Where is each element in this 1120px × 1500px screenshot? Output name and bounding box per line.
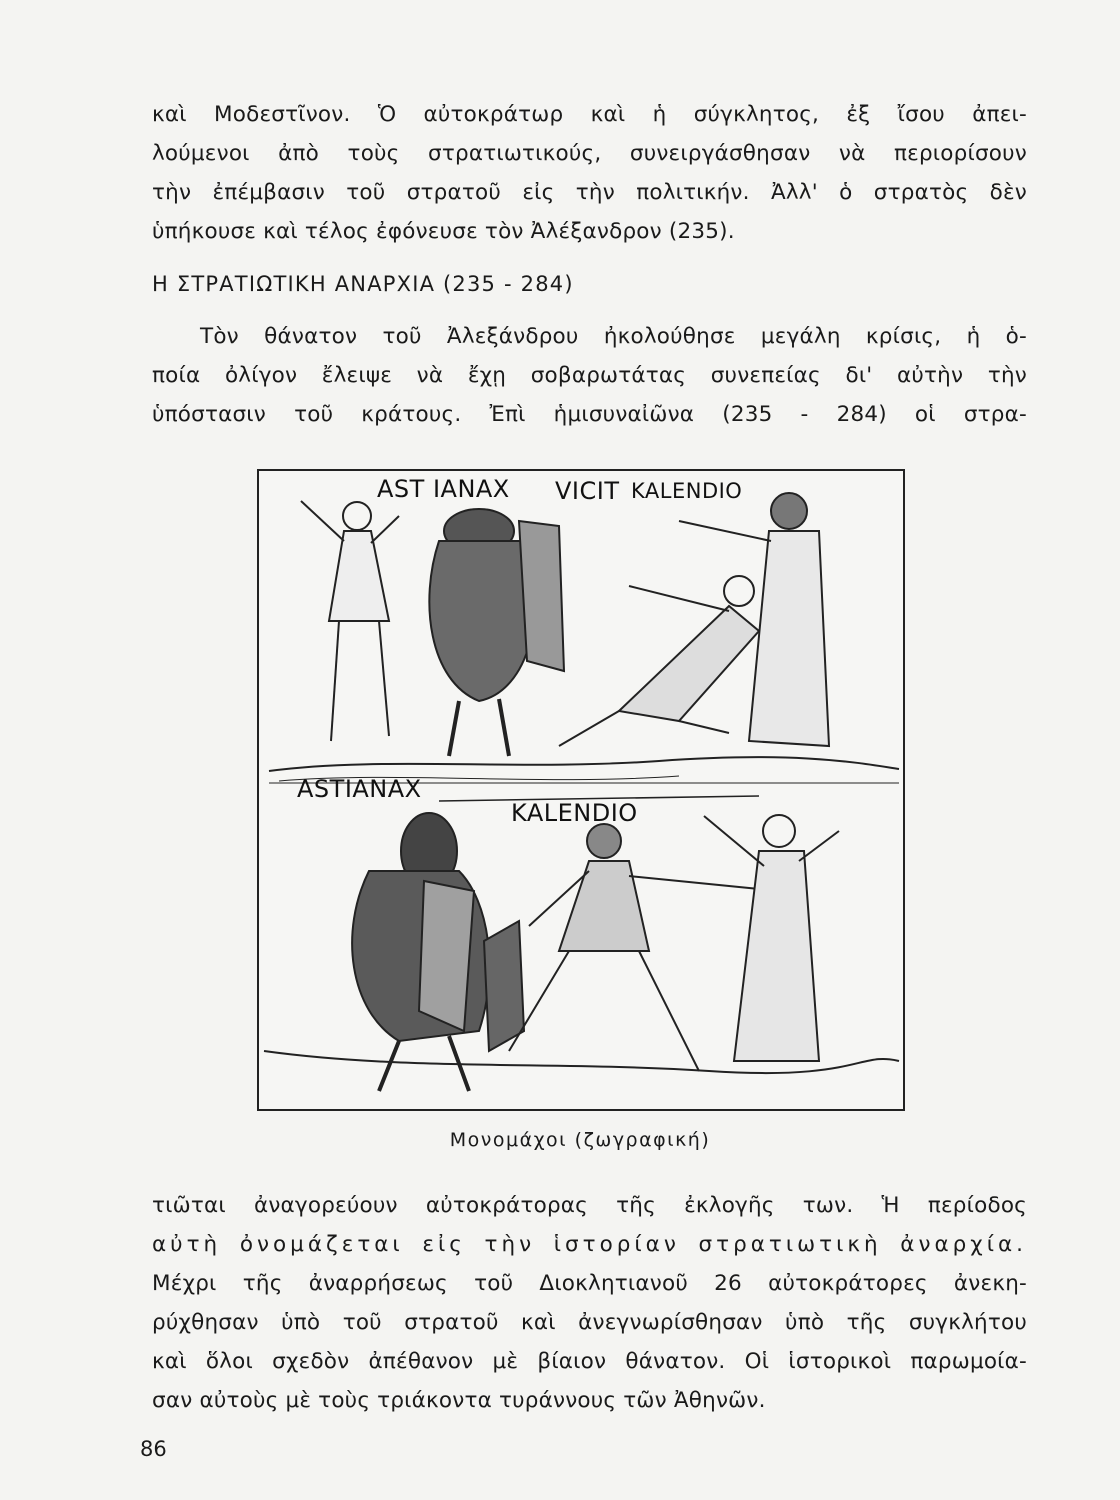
- figure-label-top-mid: VICIT: [555, 477, 620, 505]
- text-line: σαν αὐτοὺς μὲ τοὺς τριάκοντα τυράννους τῶν Ἀθηνῶν.: [152, 1388, 766, 1413]
- gladiator-shield-bottom: [352, 813, 524, 1091]
- text-line: καὶ ὅλοι σχεδὸν ἀπέθανον μὲ βίαιον θάνατον. Οἱ ἱστορικοὶ παρωμοία-: [152, 1349, 1027, 1374]
- figure-label-bottom-left: ASTIANAX: [297, 775, 422, 803]
- boy-figure-top: [301, 501, 399, 741]
- figure-label-bottom-right: KALENDIO: [511, 799, 638, 827]
- text-line: ὑπόστασιν τοῦ κράτους. Ἐπὶ ἡμισυναἰῶνα (235 - 284) οἱ στρα-: [152, 402, 1027, 427]
- gladiator-shield-top: [429, 509, 564, 756]
- bottom-paragraph: [152, 1186, 1027, 1420]
- figure-label-top-right: KALENDIO: [631, 479, 743, 503]
- standing-man-figure: [679, 493, 829, 746]
- text-line: ρύχθησαν ὑπὸ τοῦ στρατοῦ καὶ ἀνεγνωρίσθησαν ὑπὸ τῆς συγκλήτου: [152, 1310, 1027, 1335]
- section-heading: Η ΣΤΡΑΤΙΩΤΙΚΗ ΑΝΑΡΧΙΑ (235 - 284): [152, 272, 574, 296]
- figure-caption: Μονομάχοι (ζωγραφική): [449, 1129, 711, 1151]
- text-line: λούμενοι ἀπὸ τοὺς στρατιωτικούς, συνειργάσθησαν νὰ περιορίσουν: [152, 141, 1027, 166]
- text-line: ποία ὀλίγον ἔλειψε νὰ ἔχῃ σοβαρωτάτας συνεπείας δι' αὐτὴν τὴν: [152, 363, 1027, 388]
- text-line: αὐτὴ ὀνομάζεται εἰς τὴν ἱστορίαν στρατιωτικὴ ἀναρχία.: [152, 1232, 1027, 1257]
- fallen-gladiator-figure: [559, 576, 759, 746]
- text-line: Μέχρι τῆς ἀναρρήσεως τοῦ Διοκλητιανοῦ 26 αὐτοκράτορες ἀνεκη-: [152, 1271, 1027, 1296]
- top-paragraph: [152, 95, 1027, 251]
- text-line: ὑπήκουσε καὶ τέλος ἐφόνευσε τὸν Ἀλέξανδρον (235).: [152, 219, 735, 244]
- figure-label-top-left: AST IANAX: [377, 475, 510, 503]
- text-line: τὴν ἐπέμβασιν τοῦ στρατοῦ εἰς τὴν πολιτικήν. Ἀλλ' ὁ στρατὸς δὲν: [152, 180, 1027, 205]
- text-line: Τὸν θάνατον τοῦ Ἀλεξάνδρου ἠκολούθησε μεγάλη κρίσις, ἡ ὁ-: [200, 324, 1027, 349]
- gladiator-illustration: [257, 469, 905, 1111]
- text-line: τιῶται ἀναγορεύουν αὐτοκράτορας τῆς ἐκλογῆς των. Ἡ περίοδος: [152, 1193, 1027, 1218]
- referee-figure: [704, 815, 839, 1061]
- section-paragraph: [152, 317, 1027, 434]
- page-number: 86: [140, 1437, 167, 1461]
- text-line: καὶ Μοδεστῖνον. Ὁ αὐτοκράτωρ καὶ ἡ σύγκλητος, ἐξ ἴσου ἀπει-: [152, 102, 1027, 127]
